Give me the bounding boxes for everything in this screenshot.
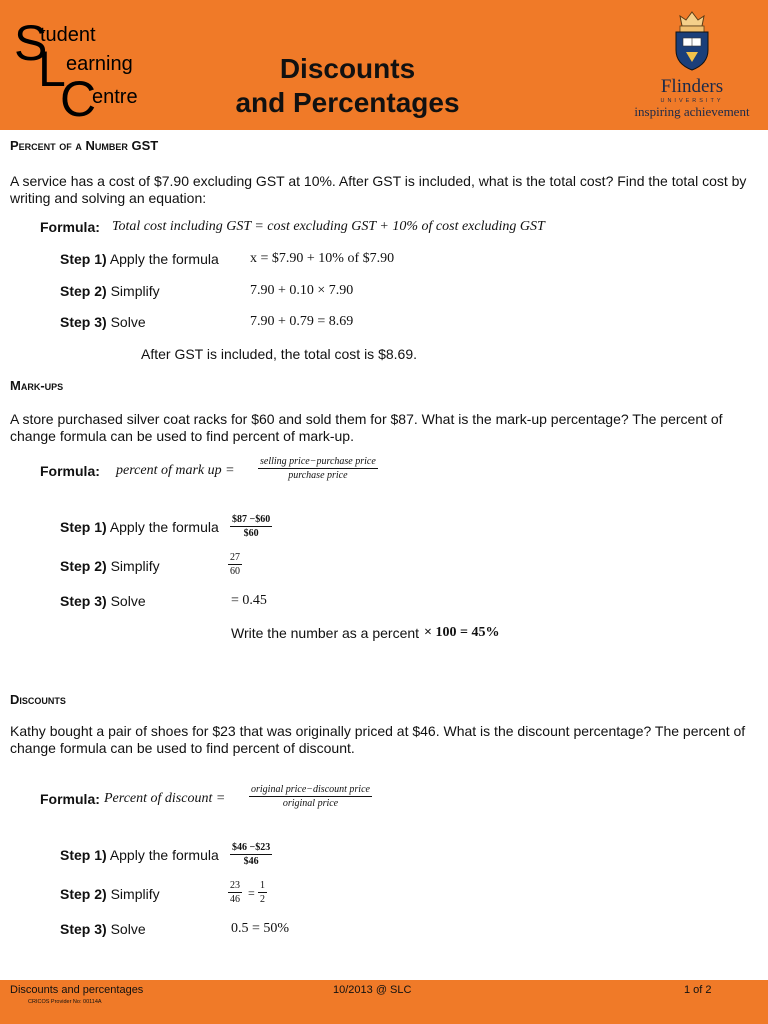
footer-left: Discounts and percentages [10, 984, 144, 996]
slc-word-centre: entre [92, 86, 138, 108]
gst-step2-math: 7.90 + 0.10 × 7.90 [250, 283, 354, 298]
logo-sub: UNIVERSITY [660, 98, 724, 104]
page-title-line2: and Percentages [235, 87, 460, 118]
footer-provider: CRICOS Provider No: 00114A [28, 999, 102, 1005]
markup-step1-fraction: $\frac{\$87 -\$60}{\$60}$ [232, 514, 271, 539]
discount-formula-fraction: original price−discount price original price [251, 784, 370, 809]
section-heading-markups: Mark-ups [10, 378, 64, 393]
slc-word-learning: earning [66, 53, 133, 75]
footer-bar [0, 980, 768, 1024]
discount-step1-fraction: $\frac{\$46 -\$23}{\$46}$ [232, 842, 271, 867]
markup-percent-math: × 100 = 45% [424, 625, 500, 640]
markup-step2-fraction: $\frac{27}{60}$ [230, 552, 240, 577]
discount-step3: Step 3) Solve [60, 921, 146, 937]
gst-step3-math: 7.90 + 0.79 = 8.69 [250, 314, 354, 329]
discount-step3-math: 0.5 = 50% [231, 921, 290, 936]
discount-step2: Step 2) Simplify [60, 886, 160, 902]
gst-formula: Total cost including GST = cost excluding GST + 10% of cost excluding GST [112, 219, 545, 234]
discount-step2-equals: = [248, 886, 255, 900]
footer-center: 10/2013 @ SLC [333, 984, 412, 996]
slc-logo [14, 15, 164, 127]
markup-percent-text: Write the number as a percent [231, 625, 420, 641]
crest-icon [672, 10, 712, 72]
gst-step3: Step 3) Solve [60, 314, 146, 330]
page-title-line1: Discounts [279, 53, 416, 84]
discount-formula-lhs: Percent of discount = [104, 791, 226, 806]
markup-step2: Step 2) Simplify [60, 558, 160, 574]
discount-step1: Step 1) Apply the formula [60, 847, 219, 863]
footer-page: 1 of 2 [684, 984, 712, 996]
gst-step2: Step 2) Simplify [60, 283, 160, 299]
gst-formula-label: Formula: [40, 219, 100, 235]
slc-letter-c: C [60, 71, 97, 127]
flinders-logo [632, 10, 752, 120]
slc-word-student: tudent [40, 24, 96, 46]
markup-question: A store purchased silver coat racks for $60 and sold them for $87. What is the mark-up percentage? The percent of change formula can be used to find percent of mark-up. [10, 411, 723, 444]
markup-step3-math: = 0.45 [231, 593, 267, 608]
markup-formula-lhs: percent of mark up = [116, 463, 235, 478]
gst-conclusion: After GST is included, the total cost is $8.69. [141, 346, 417, 362]
markup-formula-fraction: selling price−purchase price purchase price [260, 456, 376, 481]
gst-step1: Step 1) Apply the formula [60, 251, 219, 267]
section-heading-gst: Percent of a Number GST [10, 138, 159, 153]
header-banner [0, 0, 768, 130]
gst-step1-math: x = $7.90 + 10% of $7.90 [250, 251, 395, 266]
logo-tagline: inspiring achievement [634, 104, 750, 119]
page-title [200, 52, 495, 120]
discount-step2-fraction-a: $\frac{23}{46}$ [230, 880, 240, 905]
slc-letter-l: L [38, 41, 66, 97]
logo-name: Flinders [660, 76, 724, 97]
markup-step1: Step 1) Apply the formula [60, 519, 219, 535]
section-heading-discounts: Discounts [10, 692, 66, 707]
discount-question: Kathy bought a pair of shoes for $23 that was originally priced at $46. What is the discount percentage? The percent of change formula can be used to find percent of discount. [10, 723, 746, 756]
discount-step2-fraction-b: $\frac{1}{2}$ [260, 880, 265, 905]
markup-formula-label: Formula: [40, 463, 100, 479]
discount-formula-label: Formula: [40, 791, 100, 807]
gst-question: A service has a cost of $7.90 excluding GST at 10%. After GST is included, what is the total cost? Find the total cost by writing and solving an equation: [10, 173, 747, 206]
markup-step3: Step 3) Solve [60, 593, 146, 609]
slc-letter-s: S [14, 15, 48, 71]
